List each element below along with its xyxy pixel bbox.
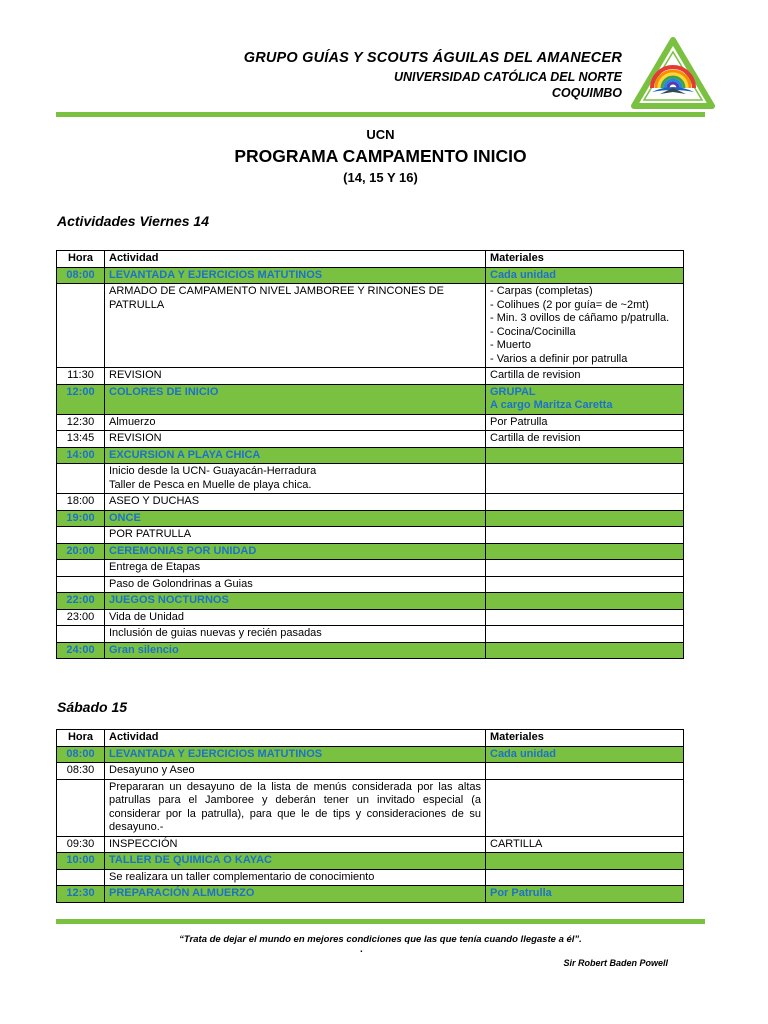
cell-line: - Varios a definir por patrulla bbox=[490, 352, 628, 365]
cell-hora: 24:00 bbox=[57, 642, 105, 659]
cell-actividad: LEVANTADA Y EJERCICIOS MATUTINOS bbox=[105, 746, 486, 763]
table-row bbox=[57, 447, 684, 464]
cell-hora: 20:00 bbox=[57, 543, 105, 560]
table-row bbox=[57, 746, 684, 763]
friday-section-title: Actividades Viernes 14 bbox=[57, 213, 210, 229]
table-row bbox=[57, 494, 684, 511]
cell-hora bbox=[57, 464, 105, 494]
cell-materiales bbox=[486, 642, 684, 659]
cell-actividad: ONCE bbox=[105, 510, 486, 527]
cell-hora: 12:30 bbox=[57, 886, 105, 903]
cell-actividad: TALLER DE QUIMICA O KAYAC bbox=[105, 853, 486, 870]
cell-actividad: Se realizara un taller complementario de conocimiento bbox=[105, 869, 486, 886]
table-row bbox=[57, 431, 684, 448]
cell-line: - Carpas (completas) bbox=[490, 285, 593, 297]
quote-author: Sir Robert Baden Powell bbox=[563, 958, 668, 968]
cell-hora bbox=[57, 284, 105, 368]
cell-line: - Colihues (2 por guía= de ~2mt) bbox=[490, 298, 649, 311]
cell-actividad: Entrega de Etapas bbox=[105, 560, 486, 577]
cell-line: Inicio desde la UCN- Guayacán-Herradura bbox=[109, 465, 317, 477]
cell-actividad: Inclusión de guias nuevas y recién pasadas bbox=[105, 626, 486, 643]
table-row bbox=[57, 527, 684, 544]
table-row bbox=[57, 763, 684, 780]
cell-materiales bbox=[486, 779, 684, 836]
column-header-actividad: Actividad bbox=[105, 730, 486, 747]
cell-actividad: ASEO Y DUCHAS bbox=[105, 494, 486, 511]
table-row bbox=[57, 576, 684, 593]
cell-hora bbox=[57, 779, 105, 836]
saturday-section-title: Sábado 15 bbox=[57, 699, 128, 715]
cell-hora bbox=[57, 576, 105, 593]
cell-materiales bbox=[486, 576, 684, 593]
cell-actividad: INSPECCIÓN bbox=[105, 836, 486, 853]
cell-actividad bbox=[105, 464, 486, 494]
cell-materiales bbox=[486, 560, 684, 577]
cell-materiales: Cada unidad bbox=[486, 267, 684, 284]
table-header-row bbox=[57, 730, 684, 747]
cell-hora: 08:00 bbox=[57, 267, 105, 284]
table-row bbox=[57, 779, 684, 836]
cell-hora: 12:30 bbox=[57, 414, 105, 431]
saturday-schedule-table bbox=[56, 729, 684, 903]
cell-materiales bbox=[486, 447, 684, 464]
table-row bbox=[57, 593, 684, 610]
baden-powell-quote: “Trata de dejar el mundo en mejores condiciones que las que tenía cuando llegaste a él”. bbox=[179, 934, 582, 945]
column-header-actividad: Actividad bbox=[105, 251, 486, 268]
cell-hora: 11:30 bbox=[57, 368, 105, 385]
cell-actividad: JUEGOS NOCTURNOS bbox=[105, 593, 486, 610]
cell-actividad: REVISION bbox=[105, 368, 486, 385]
table-row bbox=[57, 543, 684, 560]
cell-hora: 10:00 bbox=[57, 853, 105, 870]
table-row bbox=[57, 869, 684, 886]
cell-hora: 09:30 bbox=[57, 836, 105, 853]
cell-hora bbox=[57, 527, 105, 544]
table-row bbox=[57, 384, 684, 414]
cell-hora: 08:00 bbox=[57, 746, 105, 763]
cell-actividad: EXCURSION A PLAYA CHICA bbox=[105, 447, 486, 464]
table-row bbox=[57, 368, 684, 385]
org-label: UCN bbox=[366, 127, 395, 142]
cell-materiales bbox=[486, 626, 684, 643]
camp-dates: (14, 15 Y 16) bbox=[343, 170, 418, 185]
cell-line: Taller de Pesca en Muelle de playa chica. bbox=[109, 478, 312, 491]
table-row bbox=[57, 414, 684, 431]
cell-materiales bbox=[486, 464, 684, 494]
table-row bbox=[57, 836, 684, 853]
friday-schedule-table bbox=[56, 250, 684, 659]
cell-line: - Min. 3 ovillos de cáñamo p/patrulla. bbox=[490, 312, 670, 324]
cell-hora: 18:00 bbox=[57, 494, 105, 511]
cell-materiales: CARTILLA bbox=[486, 836, 684, 853]
table-row bbox=[57, 609, 684, 626]
cell-hora: 12:00 bbox=[57, 384, 105, 414]
cell-hora bbox=[57, 560, 105, 577]
cell-materiales: Cada unidad bbox=[486, 746, 684, 763]
table-row bbox=[57, 886, 684, 903]
cell-actividad: Gran silencio bbox=[105, 642, 486, 659]
cell-materiales bbox=[486, 609, 684, 626]
cell-actividad: LEVANTADA Y EJERCICIOS MATUTINOS bbox=[105, 267, 486, 284]
cell-hora: 13:45 bbox=[57, 431, 105, 448]
cell-hora: 08:30 bbox=[57, 763, 105, 780]
table-row bbox=[57, 560, 684, 577]
cell-actividad: POR PATRULLA bbox=[105, 527, 486, 544]
table-row bbox=[57, 853, 684, 870]
cell-line: A cargo Maritza Caretta bbox=[490, 399, 613, 411]
group-name: GRUPO GUÍAS Y SCOUTS ÁGUILAS DEL AMANECER bbox=[243, 50, 622, 66]
cell-materiales bbox=[486, 494, 684, 511]
scouts-logo-icon bbox=[630, 36, 716, 112]
table-row bbox=[57, 284, 684, 368]
cell-actividad: Prepararan un desayuno de la lista de menús considerada por las altas patrullas para el Jamboree y deberán tener un invitado especial (a considerar por la patrulla), para que le de tips y consideraciones de su desayuno.- bbox=[105, 779, 486, 836]
cell-materiales: Cartilla de revision bbox=[486, 368, 684, 385]
cell-actividad: Paso de Golondrinas a Guias bbox=[105, 576, 486, 593]
footer-dot: . bbox=[360, 944, 363, 955]
cell-actividad: REVISION bbox=[105, 431, 486, 448]
cell-line: - Muerto bbox=[490, 339, 531, 351]
cell-actividad: ARMADO DE CAMPAMENTO NIVEL JAMBOREE Y RINCONES DE PATRULLA bbox=[105, 284, 486, 368]
table-header-row bbox=[57, 251, 684, 268]
column-header-hora: Hora bbox=[57, 251, 105, 268]
cell-materiales: Cartilla de revision bbox=[486, 431, 684, 448]
table-row bbox=[57, 267, 684, 284]
cell-actividad: CEREMONIAS POR UNIDAD bbox=[105, 543, 486, 560]
cell-materiales bbox=[486, 527, 684, 544]
cell-hora bbox=[57, 626, 105, 643]
university-name: UNIVERSIDAD CATÓLICA DEL NORTE bbox=[393, 70, 622, 84]
cell-materiales bbox=[486, 853, 684, 870]
cell-materiales: Por Patrulla bbox=[486, 886, 684, 903]
header-divider bbox=[56, 112, 705, 117]
city-name: COQUIMBO bbox=[551, 86, 622, 100]
cell-actividad: Desayuno y Aseo bbox=[105, 763, 486, 780]
cell-materiales bbox=[486, 384, 684, 414]
column-header-materiales: Materiales bbox=[486, 730, 684, 747]
cell-hora: 19:00 bbox=[57, 510, 105, 527]
cell-materiales bbox=[486, 284, 684, 368]
table-row bbox=[57, 642, 684, 659]
column-header-materiales: Materiales bbox=[486, 251, 684, 268]
column-header-hora: Hora bbox=[57, 730, 105, 747]
table-row bbox=[57, 510, 684, 527]
cell-actividad: Vida de Unidad bbox=[105, 609, 486, 626]
footer-divider bbox=[56, 919, 705, 924]
cell-hora: 14:00 bbox=[57, 447, 105, 464]
cell-materiales bbox=[486, 543, 684, 560]
cell-line: - Cocina/Cocinilla bbox=[490, 325, 576, 338]
cell-actividad: Almuerzo bbox=[105, 414, 486, 431]
cell-actividad: PREPARACIÓN ALMUERZO bbox=[105, 886, 486, 903]
table-row bbox=[57, 464, 684, 494]
cell-hora bbox=[57, 869, 105, 886]
cell-materiales bbox=[486, 593, 684, 610]
cell-materiales bbox=[486, 763, 684, 780]
cell-actividad: COLORES DE INICIO bbox=[105, 384, 486, 414]
cell-materiales bbox=[486, 510, 684, 527]
cell-hora: 23:00 bbox=[57, 609, 105, 626]
cell-hora: 22:00 bbox=[57, 593, 105, 610]
cell-materiales: Por Patrulla bbox=[486, 414, 684, 431]
page-title: PROGRAMA CAMPAMENTO INICIO bbox=[234, 146, 527, 166]
table-row bbox=[57, 626, 684, 643]
cell-line: GRUPAL bbox=[490, 385, 536, 398]
cell-materiales bbox=[486, 869, 684, 886]
